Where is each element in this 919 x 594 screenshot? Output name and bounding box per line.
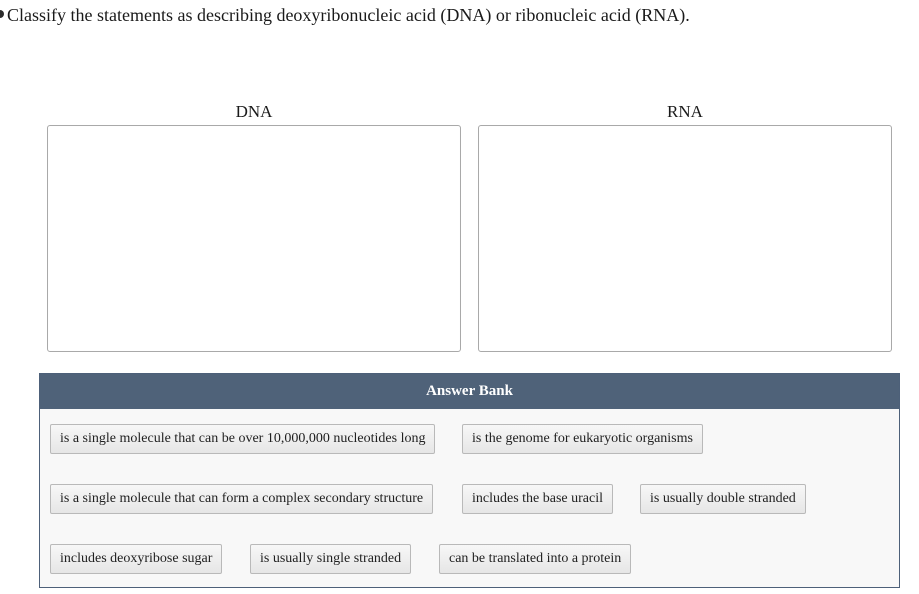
answer-chip-long-molecule[interactable]: is a single molecule that can be over 10,000,000 nucleotides long xyxy=(50,424,435,454)
answer-bank-title: Answer Bank xyxy=(40,374,899,409)
bin-label-dna: DNA xyxy=(235,102,273,121)
answer-chip-translated-protein[interactable]: can be translated into a protein xyxy=(439,544,631,574)
question-bullet xyxy=(0,10,4,18)
question-text: Classify the statements as describing deoxyribonucleic acid (DNA) or ribonucleic acid (RNA). xyxy=(7,5,690,25)
answer-chip-double-stranded[interactable]: is usually double stranded xyxy=(640,484,806,514)
answer-chip-single-stranded[interactable]: is usually single stranded xyxy=(250,544,411,574)
answer-chip-secondary-structure[interactable]: is a single molecule that can form a complex secondary structure xyxy=(50,484,433,514)
answer-chip-deoxyribose-sugar[interactable]: includes deoxyribose sugar xyxy=(50,544,222,574)
answer-bank[interactable] xyxy=(39,373,900,588)
answer-chip-eukaryotic-genome[interactable]: is the genome for eukaryotic organisms xyxy=(462,424,703,454)
drop-zone-dna[interactable] xyxy=(47,125,461,352)
drop-zone-rna[interactable] xyxy=(478,125,892,352)
answer-chip-base-uracil[interactable]: includes the base uracil xyxy=(462,484,613,514)
bin-label-rna: RNA xyxy=(667,102,703,121)
